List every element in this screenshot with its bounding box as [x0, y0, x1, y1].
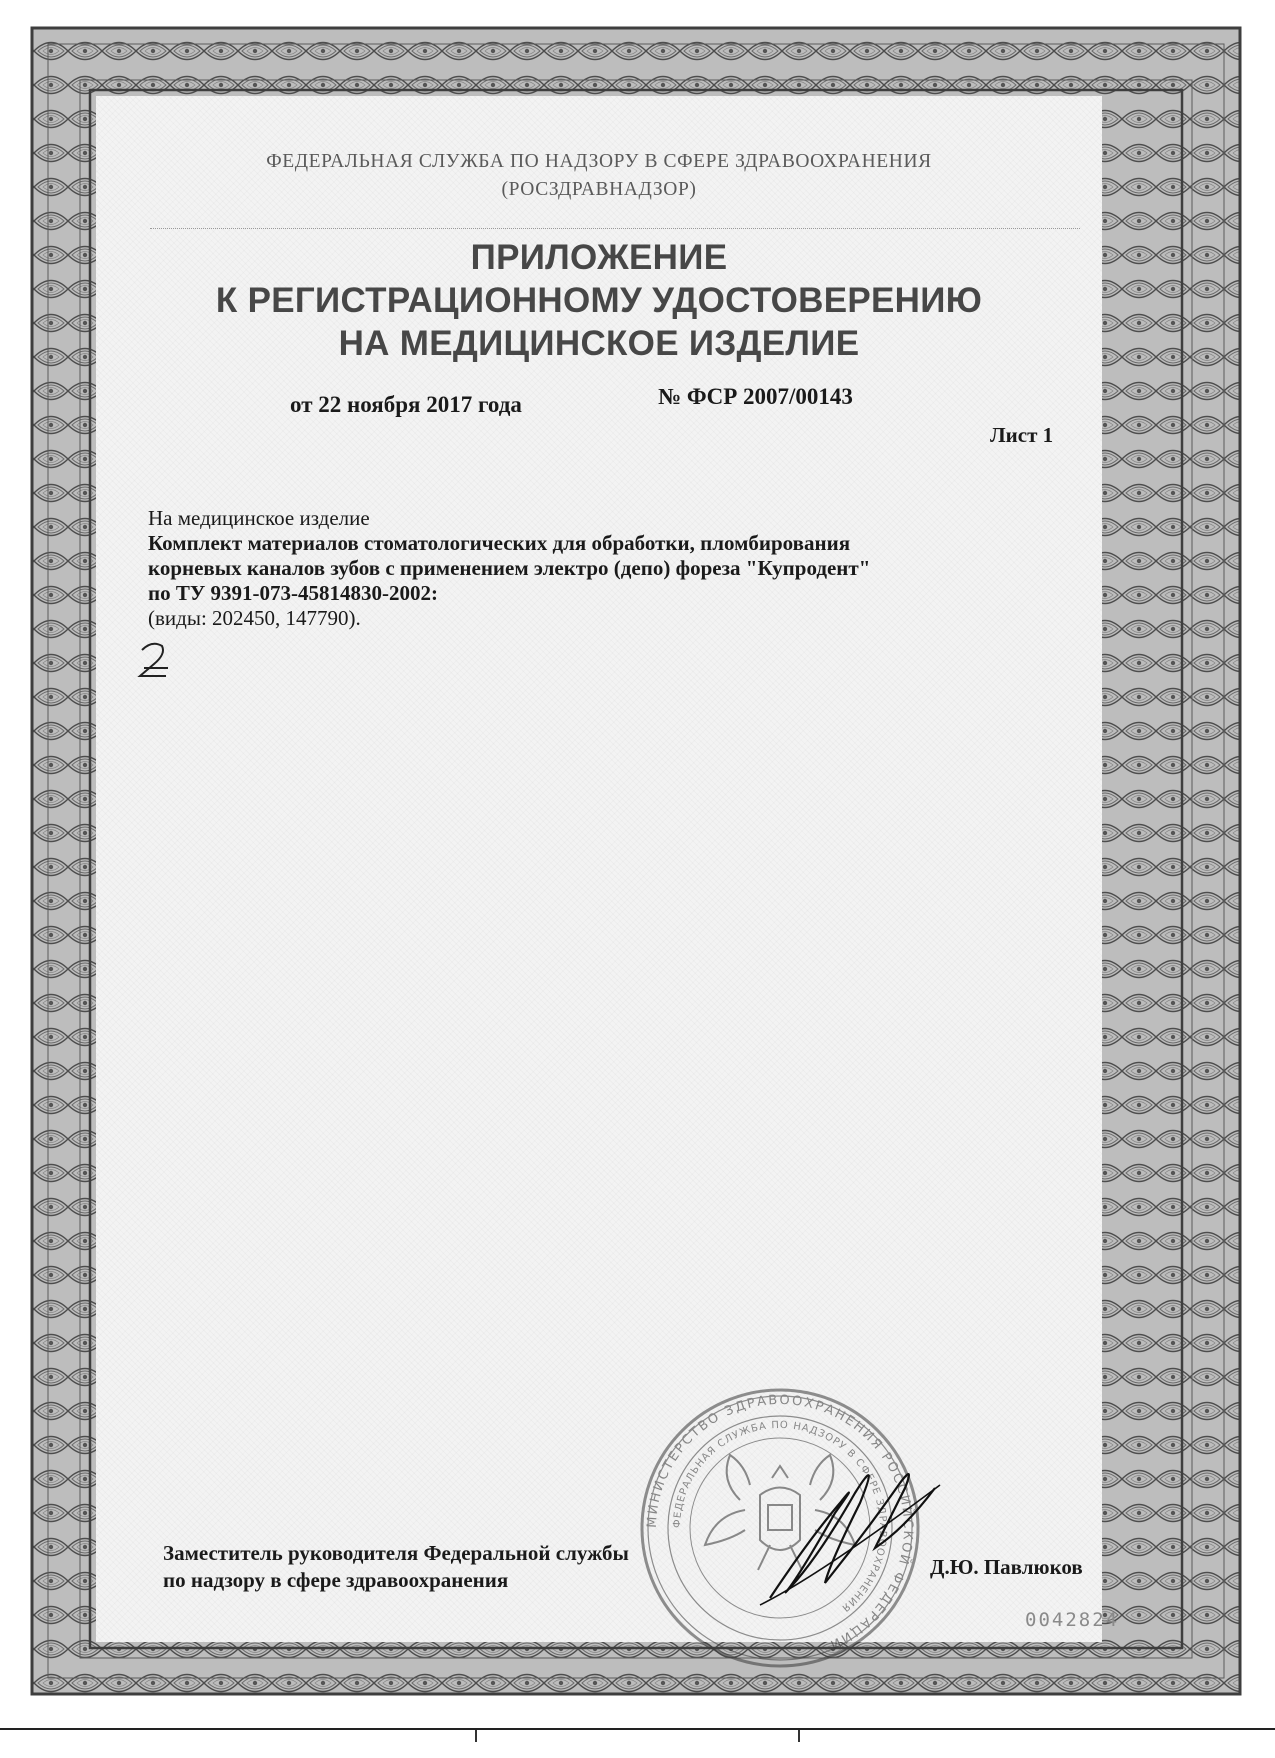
stamp-outer-text: МИНИСТЕРСТВО ЗДРАВООХРАНЕНИЯ РОССИЙСКОЙ ФЕДЕРАЦИИ	[644, 1392, 916, 1653]
product-types: (виды: 202450, 147790).	[148, 606, 361, 630]
strip-tick	[475, 1730, 477, 1742]
agency-abbreviation: (РОСЗДРАВНАДЗОР)	[501, 179, 697, 200]
product-name-line-3: по ТУ 9391-073-45814830-2002:	[148, 581, 438, 605]
product-name-line-2: корневых каналов зубов с применением электро (депо) фореза "Купродент"	[148, 556, 871, 580]
product-description	[148, 506, 1048, 631]
signer-title-line-1: Заместитель руководителя Федеральной службы	[163, 1541, 629, 1565]
intro-text: На медицинское изделие	[148, 506, 370, 530]
product-name-line-1: Комплект материалов стоматологических для обработки, пломбирования	[148, 531, 851, 555]
document-title	[96, 236, 1102, 365]
sheet-number: Лист 1	[990, 423, 1054, 447]
signer-name: Д.Ю. Павлюков	[930, 1555, 1083, 1579]
title-line-1: ПРИЛОЖЕНИЕ	[470, 238, 728, 277]
scan-bottom-strip	[0, 1728, 1275, 1758]
title-line-3: НА МЕДИЦИНСКОЕ ИЗДЕЛИЕ	[338, 324, 860, 363]
title-line-2: К РЕГИСТРАЦИОННОМУ УДОСТОВЕРЕНИЮ	[215, 281, 983, 320]
header-divider	[150, 228, 1080, 229]
agency-name: ФЕДЕРАЛЬНАЯ СЛУЖБА ПО НАДЗОРУ В СФЕРЕ ЗДРАВООХРАНЕНИЯ	[266, 151, 932, 172]
registration-number: № ФСР 2007/00143	[658, 384, 853, 409]
agency-header	[96, 148, 1102, 204]
stamp-inner-text: ФЕДЕРАЛЬНАЯ СЛУЖБА ПО НАДЗОРУ В СФЕРЕ ЗДРАВООХРАНЕНИЯ	[671, 1419, 889, 1614]
issue-date: от 22 ноября 2017 года	[290, 392, 522, 417]
serial-number: 0042824	[1025, 1609, 1120, 1631]
signer-title-line-2: по надзору в сфере здравоохранения	[163, 1568, 509, 1592]
signer-title	[163, 1540, 629, 1594]
strip-tick	[798, 1730, 800, 1742]
